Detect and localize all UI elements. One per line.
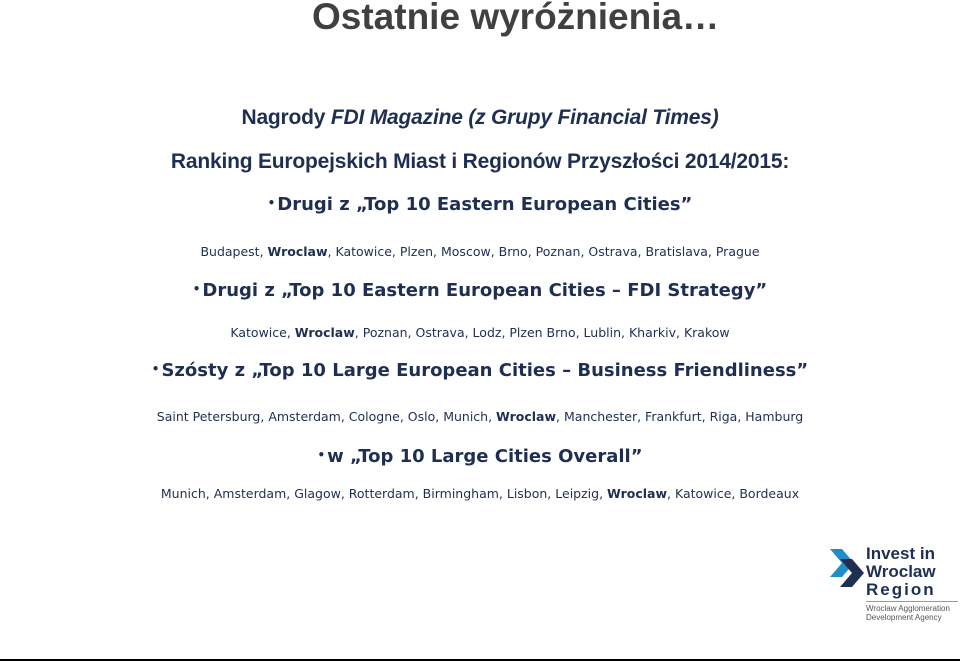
award-3-cities-highlight: Wroclaw <box>496 409 557 424</box>
award-3-cities-after: , Manchester, Frankfurt, Riga, Hamburg <box>556 409 804 424</box>
award-2-cities-after: , Poznan, Ostrava, Lodz, Plzen Brno, Lublin, Kharkiv, Krakow <box>354 325 730 340</box>
award-4-title-text: w „Top 10 Large Cities Overall” <box>327 446 643 467</box>
award-1-title <box>0 194 960 215</box>
logo-line-2: Wroclaw <box>866 562 936 581</box>
award-3-cities-before: Saint Petersburg, Amsterdam, Cologne, Oslo, Munich, <box>156 409 497 424</box>
bullet-icon: • <box>151 362 160 376</box>
logo-sub-2: Development Agency <box>866 613 942 622</box>
award-3-title <box>0 360 960 381</box>
award-1-cities <box>0 244 960 259</box>
bullet-icon: • <box>317 448 326 462</box>
logo-sub-1: Wroclaw Agglomeration <box>866 604 950 613</box>
award-4-cities-after: , Katowice, Bordeaux <box>667 486 800 501</box>
award-2-cities <box>0 325 960 340</box>
award-2-cities-before: Katowice, <box>230 325 295 340</box>
heading-awards <box>0 106 960 130</box>
invest-in-wroclaw-logo <box>830 545 960 623</box>
award-3-title-text: Szósty z „Top 10 Large European Cities – Business Friendliness” <box>161 360 809 381</box>
award-4-cities-before: Munich, Amsterdam, Glagow, Rotterdam, Birmingham, Lisbon, Leipzig, <box>160 486 608 501</box>
logo-line-3: Region <box>866 580 936 599</box>
page-title: Ostatnie wyróżnienia… <box>312 0 720 37</box>
heading-ranking: Ranking Europejskich Miast i Regionów Przyszłości 2014/2015: <box>170 150 790 173</box>
award-1-cities-after: , Katowice, Plzen, Moscow, Brno, Poznan, Ostrava, Bratislava, Prague <box>327 244 760 259</box>
logo-divider <box>866 601 958 602</box>
award-1-cities-highlight: Wroclaw <box>267 244 328 259</box>
bullet-icon: • <box>267 196 276 210</box>
award-3-cities <box>0 409 960 424</box>
award-1-title-text: Drugi z „Top 10 Eastern European Cities” <box>277 194 693 215</box>
award-2-cities-highlight: Wroclaw <box>294 325 355 340</box>
logo-line-1: Invest in <box>866 544 935 563</box>
logo-text <box>866 545 958 622</box>
award-2-title-text: Drugi z „Top 10 Eastern European Cities – FDI Strategy” <box>202 280 768 301</box>
award-2-title <box>0 280 960 301</box>
chevron-arrows-icon <box>830 549 864 593</box>
award-4-cities-highlight: Wroclaw <box>607 486 668 501</box>
heading-awards-source: FDI Magazine (z Grupy Financial Times) <box>330 106 719 129</box>
award-4-cities <box>0 486 960 501</box>
bullet-icon: • <box>192 282 201 296</box>
award-1-cities-before: Budapest, <box>200 244 268 259</box>
heading-awards-prefix: Nagrody <box>241 106 331 129</box>
award-4-title <box>0 446 960 467</box>
